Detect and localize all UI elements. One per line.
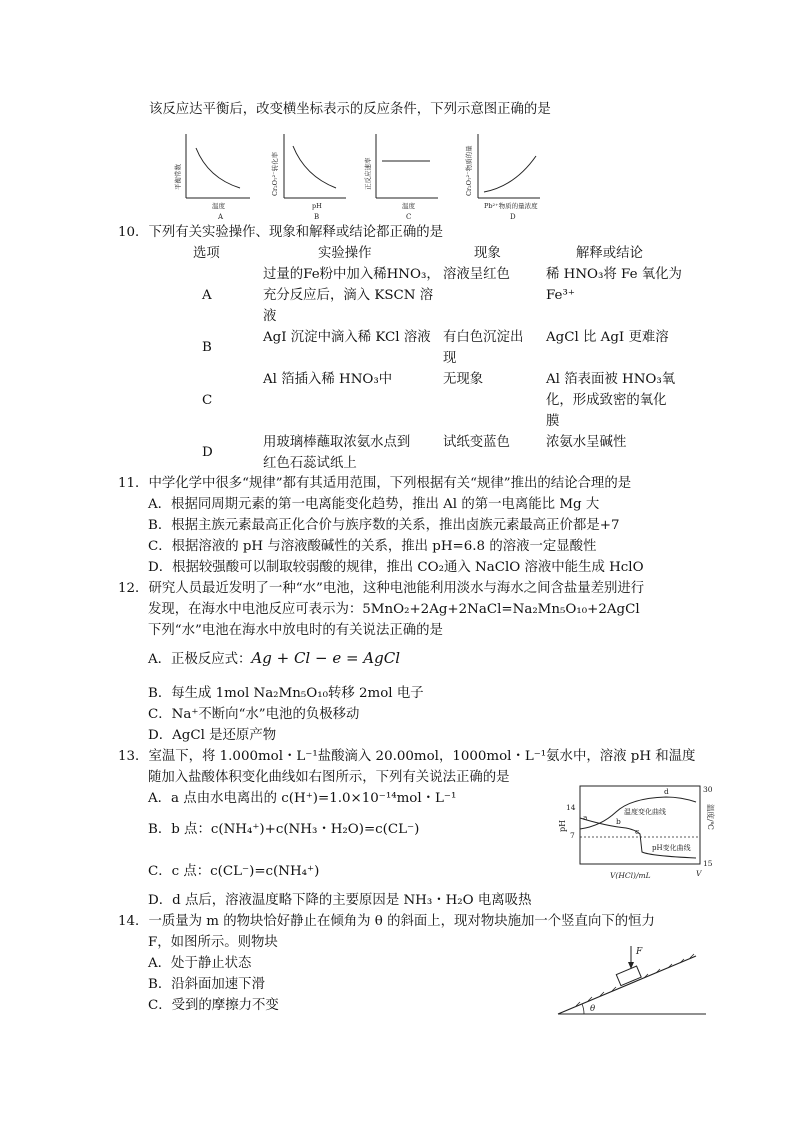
q9-a-ylabel: 平衡常数 — [174, 164, 182, 190]
q10-row-c-op: Al 箔插入稀 HNO₃中 — [263, 372, 393, 387]
q12-option-b: B．每生成 1mol Na₂Mn₅O₁₀转移 2mol 电子 — [148, 686, 424, 701]
q10-header-operation: 实验操作 — [318, 246, 372, 261]
q11-option-d: D．根据较强酸可以制取较弱酸的规律，推出 CO₂通入 NaClO 溶液中能生成 HclO — [148, 560, 644, 575]
q10-row-c-concl-2: 化，形成致密的氧化 — [546, 393, 667, 408]
q14-option-c: C．受到的摩擦力不变 — [148, 998, 279, 1013]
q13-point-a: a — [583, 813, 588, 822]
q9-c-xlabel: 温度 — [402, 202, 415, 210]
q13-stem-line1: 室温下，将 1.000mol・L⁻¹盐酸滴入 20.00mol，1000mol・L⁻¹氨水中，溶液 pH 和温度 — [148, 749, 696, 764]
q13-ylabel-left: pH — [558, 819, 567, 832]
q9-d-ylabel: Cr₂O₇²⁻物质的量 — [465, 145, 473, 196]
q9-graph-b — [270, 134, 346, 221]
q10-header-conclusion: 解释或结论 — [576, 246, 643, 261]
q12-option-a-equation: Ag + Cl − e = AgCl — [251, 649, 401, 667]
q13-tick-7: 7 — [570, 831, 575, 840]
q14-figure — [556, 940, 708, 1020]
q10-row-d-phen: 试纸变蓝色 — [443, 435, 510, 450]
q10-row-a-option: A — [202, 288, 212, 303]
q9-c-ylabel: 正反应速率 — [364, 157, 372, 190]
q13-tick-30: 30 — [703, 785, 713, 794]
q12-heading — [118, 577, 644, 596]
q14-heading — [118, 910, 655, 929]
q11-option-b: B．根据主族元素最高正化合价与族序数的关系，推出卤族元素最高正价都是+7 — [148, 518, 620, 533]
q13-ylabel-right: 温度/℃ — [706, 804, 715, 830]
q13-heading — [118, 745, 695, 764]
q12-stem-line2: 发现，在海水中电池反应可表示为：5MnO₂+2Ag+2NaCl=Na₂Mn₅O₁₀+2AgCl — [148, 602, 640, 617]
q10-row-d-option: D — [202, 445, 213, 460]
q13-number: 13． — [118, 749, 149, 764]
q13-point-b: b — [616, 817, 621, 826]
q9-graph-d — [464, 134, 540, 221]
q13-option-c: C．c 点：c(CL⁻)=c(NH₄⁺) — [148, 864, 320, 879]
q10-row-b-phen-1: 有白色沉淀出 — [443, 330, 524, 345]
q13-plot-frame — [580, 786, 700, 864]
q9-a-xlabel: 温度 — [212, 202, 225, 210]
q12-stem-line3: 下列“水”电池在海水中放电时的有关说法正确的是 — [148, 623, 443, 638]
q9-d-xlabel: Pb²⁺物质的量浓度 — [484, 202, 538, 210]
q13-option-a: A．a 点由水电离出的 c(H⁺)=1.0×10⁻¹⁴mol・L⁻¹ — [148, 791, 457, 806]
q10-row-a-op-3: 液 — [263, 309, 277, 324]
q12-stem-line1: 研究人员最近发明了一种“水”电池，这种电池能利用淡水与海水之间含盐量差别进行 — [148, 581, 645, 596]
q10-row-b-concl: AgCl 比 AgI 更难溶 — [546, 330, 669, 345]
q13-point-d: d — [664, 787, 669, 796]
q13-x-end: V — [696, 869, 702, 878]
q13-ph-curve-label: pH变化曲线 — [652, 844, 691, 852]
q11-option-c: C．根据溶液的 pH 与溶液酸碱性的关系，推出 pH=6.8 的溶液一定显酸性 — [148, 539, 597, 554]
q9-stem: 该反应达平衡后，改变横坐标表示的反应条件，下列示意图正确的是 — [149, 102, 551, 117]
q13-option-d: D．d 点后，溶液温度略下降的主要原因是 NH₃・H₂O 电离吸热 — [148, 893, 532, 908]
q10-row-b-op: AgI 沉淀中滴入稀 KCl 溶液 — [263, 330, 431, 345]
q10-header-option: 选项 — [193, 246, 220, 261]
q12-option-a-prefix: A．正极反应式： — [148, 652, 252, 667]
q9-d-letter: D — [510, 213, 516, 221]
q12-option-d: D．AgCl 是还原产物 — [148, 728, 277, 743]
q12-option-a — [148, 648, 400, 667]
q12-number: 12． — [118, 581, 149, 596]
q9-graphs — [160, 128, 560, 222]
q10-heading — [118, 221, 443, 240]
q14-option-b: B．沿斜面加速下滑 — [148, 977, 265, 992]
q9-c-letter: C — [406, 213, 412, 221]
q13-point-c: c — [635, 827, 640, 836]
q10-row-a-concl-1: 稀 HNO₃将 Fe 氧化为 — [546, 267, 682, 282]
q11-option-a: A．根据同周期元素的第一电离能变化趋势，推出 Al 的第一电离能比 Mg 大 — [148, 497, 600, 512]
q13-tick-14: 14 — [566, 803, 576, 812]
q10-header-phenomenon: 现象 — [474, 246, 501, 261]
q9-b-letter: B — [314, 213, 320, 221]
q10-row-b-phen-2: 现 — [443, 351, 457, 366]
q14-angle-label: θ — [590, 1004, 596, 1014]
q10-row-c-concl-1: Al 箔表面被 HNO₃氧 — [546, 372, 676, 387]
q10-row-b-option: B — [202, 340, 212, 355]
q14-force-label: F — [636, 947, 643, 957]
q10-row-c-concl-3: 膜 — [546, 414, 560, 429]
q14-stem-line2: F，如图所示。则物块 — [148, 935, 278, 950]
q9-b-xlabel: pH — [312, 202, 322, 210]
q14-angle-arc — [582, 1004, 584, 1014]
q11-heading — [118, 472, 631, 491]
q13-stem-line2: 随加入盐酸体积变化曲线如右图所示，下列有关说法正确的是 — [148, 770, 510, 785]
q9-graph-a — [173, 134, 250, 221]
q10-row-d-concl: 浓氨水呈碱性 — [546, 435, 627, 450]
q10-row-c-phen: 无现象 — [443, 372, 484, 387]
q14-number: 14． — [118, 914, 149, 929]
q10-row-a-op-2: 充分反应后，滴入 KSCN 溶 — [263, 288, 434, 303]
q10-stem: 下列有关实验操作、现象和解释或结论都正确的是 — [148, 225, 444, 240]
q10-row-a-op-1: 过量的Fe粉中加入稀HNO₃， — [263, 267, 440, 282]
q9-b-ylabel: Cr₂O₇²⁻转化率 — [271, 151, 279, 196]
q13-temp-curve-label: 温度变化曲线 — [624, 808, 666, 816]
q9-graph-c — [363, 134, 438, 221]
q12-option-c: C．Na⁺不断向“水”电池的负极移动 — [148, 707, 360, 722]
q11-number: 11． — [118, 476, 149, 491]
q14-option-a: A．处于静止状态 — [148, 956, 252, 971]
q10-row-d-op-1: 用玻璃棒蘸取浓氨水点到 — [263, 435, 411, 450]
q14-block — [616, 966, 641, 986]
q13-figure — [556, 782, 726, 890]
q14-stem-line1: 一质量为 m 的物块恰好静止在倾角为 θ 的斜面上，现对物块施加一个竖直向下的恒力 — [148, 914, 655, 929]
q10-row-a-concl-2: Fe³⁺ — [546, 288, 575, 303]
q11-stem: 中学化学中很多“规律”都有其适用范围，下列根据有关“规律”推出的结论合理的是 — [148, 476, 632, 491]
q9-a-letter: A — [218, 213, 224, 221]
q10-row-c-option: C — [202, 393, 213, 408]
q13-option-b: B．b 点：c(NH₄⁺)+c(NH₃・H₂O)=c(CL⁻) — [148, 822, 420, 837]
q13-tick-15: 15 — [703, 859, 713, 868]
q10-number: 10． — [118, 225, 149, 240]
q13-xlabel: V(HCl)/mL — [610, 871, 651, 880]
q10-row-a-phen: 溶液呈红色 — [443, 267, 510, 282]
q14-incline — [558, 956, 696, 1014]
q10-row-d-op-2: 红色石蕊试纸上 — [263, 456, 357, 471]
